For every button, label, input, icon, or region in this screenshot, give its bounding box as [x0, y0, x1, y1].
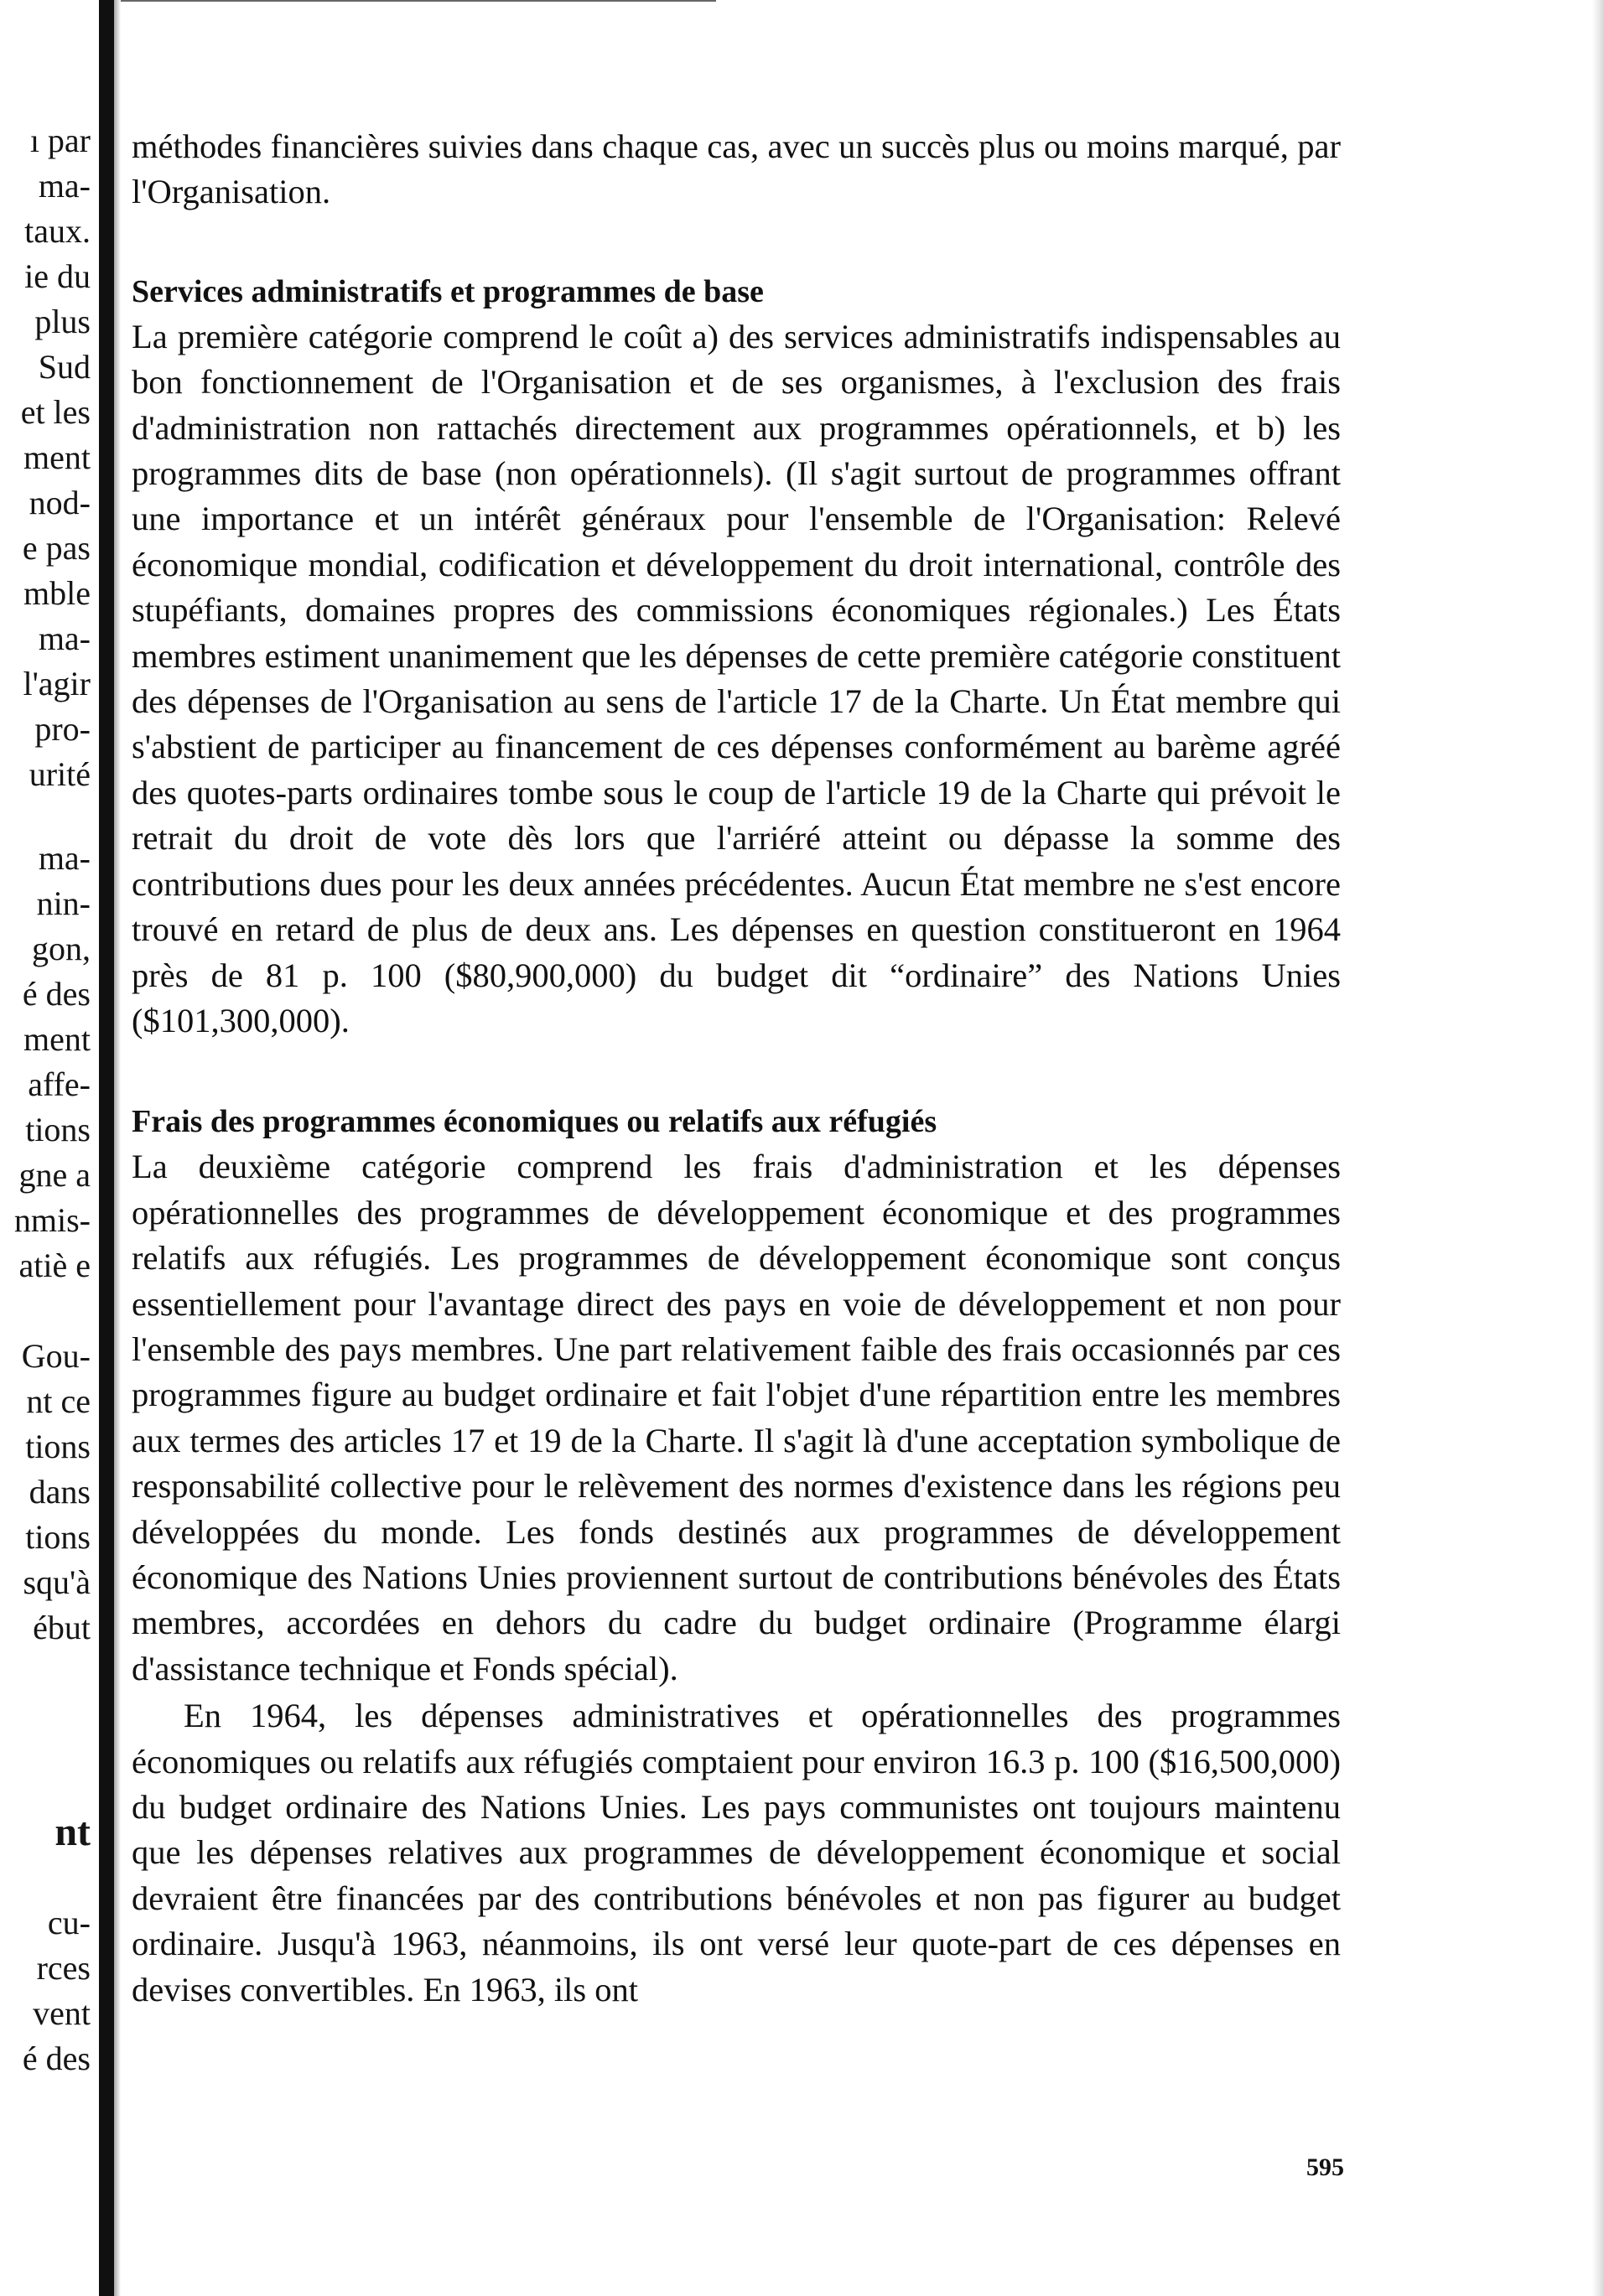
section-paragraph-frais: La deuxième catégorie comprend les frais d'administration et les dépenses opérationnelles des programmes de développement économique et des programmes relatifs aux réfugiés. Les programmes de développement économique sont conçus essentiellement pour l'avantage direct des pays en voie de développement et non pour l'ensemble des pays membres. Une part relativement faible des frais occasionnés par ces programmes figure au budget ordinaire et fait l'objet d'une répartition entre les membres aux termes des articles 17 et 19 de la Charte. Il s'agit là d'une acceptation symbolique de responsabilité collective pour le relèvement des normes d'existence dans les régions peu développées du monde. Les fonds destinés aux programmes de développement économique des Nations Unies proviennent surtout de contributions bénévoles des États membres, accordées en dehors du cadre du budget ordinaire (Programme élargi d'assistance technique et Fonds spécial). [132, 1148, 1341, 1687]
facing-page-line-fragment: ma- [38, 167, 91, 205]
facing-page-line-fragment: urité [29, 755, 91, 793]
scan-top-edge [121, 0, 716, 2]
page-edge-shadow [1592, 0, 1604, 2296]
facing-page-line-fragment: ment [23, 438, 91, 476]
section-heading-services: Services administratifs et programmes de base [132, 273, 764, 309]
facing-page-line-fragment: ment [23, 1020, 91, 1058]
page-body [132, 124, 1341, 2013]
facing-page-line-fragment: atiè e [18, 1246, 91, 1284]
gutter-shadow [114, 0, 121, 2296]
facing-page-line-fragment: l'agir [23, 665, 91, 702]
facing-page-line-fragment: tions [25, 1111, 91, 1148]
section-paragraph-1964: En 1964, les dépenses administratives et opérationnelles des programmes économiques ou relatifs aux réfugiés comptaient pour environ 16.3 p. 100 ($16,500,000) du budget ordinaire des Nations Unies. Les pays communistes ont toujours maintenu que les dépenses relatives aux programmes de développement économique et social devraient être financées par des contributions bénévoles et non pas figurer au budget ordinaire. Jusqu'à 1963, néanmoins, ils ont versé leur quote-part de ces dépenses en devises convertibles. En 1963, ils ont [132, 1697, 1341, 2008]
facing-page-fragment [0, 0, 99, 2296]
facing-page-line-fragment: gne a [18, 1156, 91, 1194]
facing-page-line-fragment: affe- [28, 1065, 91, 1103]
facing-page-line-fragment: pro- [34, 710, 91, 748]
facing-page-line-fragment: ı par [29, 122, 91, 159]
facing-page-line-fragment: plus [34, 303, 91, 340]
facing-page-line-fragment: vent [33, 1994, 91, 2032]
facing-page-line-fragment: nmis- [13, 1201, 91, 1239]
facing-page-line-fragment: ma- [38, 839, 91, 877]
facing-page-line-fragment: ébut [33, 1609, 91, 1646]
intro-paragraph: méthodes financières suivies dans chaque cas, avec un succès plus ou moins marqué, par l'Organisation. [132, 127, 1341, 211]
facing-page-line-fragment: é des [22, 975, 91, 1013]
facing-page-line-fragment: nin- [36, 884, 91, 922]
facing-page-line-fragment: taux. [24, 212, 91, 250]
facing-page-line-fragment: ma- [38, 619, 91, 657]
facing-page-line-fragment: ie du [24, 257, 91, 295]
facing-page-line-fragment: é des [22, 2039, 91, 2077]
facing-page-line-fragment: tions [25, 1518, 91, 1556]
facing-page-line-fragment: rces [36, 1949, 91, 1987]
facing-page-heading-fragment: nt [55, 1810, 91, 1854]
section-paragraph-services: La première catégorie comprend le coût a) des services administratifs indispensables au bon fonctionnement de l'Organisation et de ses organismes, à l'exclusion des frais d'administration non rattachés directement aux programmes opérationnels, et b) les programmes dits de base (non opérationnels). (Il s'agit surtout de programmes offrant une importance et un intérêt généraux pour l'ensemble de l'Organisation: Relevé économique mondial, codification et développement du droit international, contrôle des stupéfiants, domaines propres des commissions économiques régionales.) Les États membres estiment unanimement que les dépenses de cette première catégorie constituent des dépenses de l'Organisation au sens de l'article 17 de la Charte. Un État membre qui s'abstient de participer au financement de ces dépenses conformément au barème agréé des quotes-parts ordinaires tombe sous le coup de l'article 19 de la Charte qui prévoit le retrait du droit de vote dès lors que l'arriéré atteint ou dépasse la somme des contributions dues pour les deux années précédentes. Aucun État membre ne s'est encore trouvé en retard de plus de deux ans. Les dépenses en question constitueront en 1964 près de 81 p. 100 ($80,900,000) du budget dit “ordinaire” des Nations Unies ($101,300,000). [132, 317, 1341, 1039]
facing-page-line-fragment: squ'à [23, 1563, 91, 1601]
facing-page-line-fragment: et les [20, 393, 91, 431]
page-number: 595 [1306, 2153, 1344, 2181]
facing-page-line-fragment: dans [29, 1473, 91, 1511]
facing-page-line-fragment: Gou- [21, 1337, 91, 1375]
facing-page-line-fragment: tions [25, 1428, 91, 1465]
book-gutter [99, 0, 114, 2296]
facing-page-line-fragment: gon, [32, 930, 91, 967]
facing-page-line-fragment: nt ce [26, 1382, 91, 1420]
facing-page-line-fragment: e pas [22, 529, 91, 567]
section-heading-frais: Frais des programmes économiques ou relatifs aux réfugiés [132, 1104, 937, 1140]
facing-page-line-fragment: Sud [38, 348, 91, 386]
facing-page-line-fragment: cu- [47, 1904, 91, 1941]
facing-page-line-fragment: mble [23, 574, 91, 612]
facing-page-line-fragment: nod- [29, 484, 91, 521]
